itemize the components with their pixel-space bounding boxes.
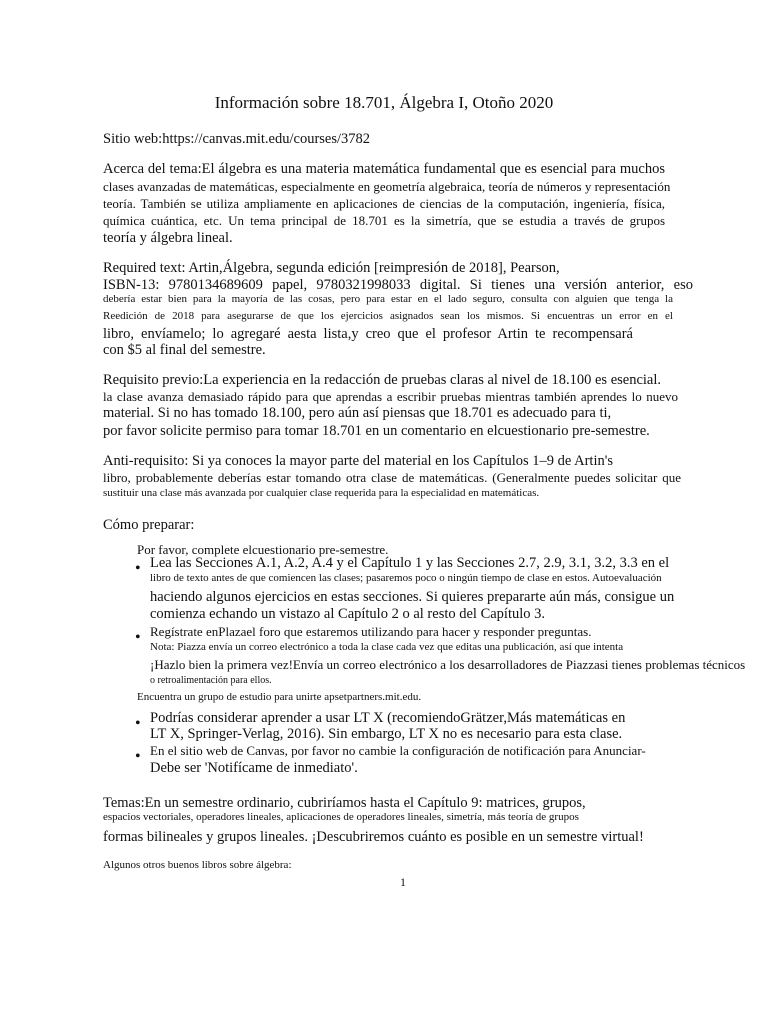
bullet-marker: •	[135, 629, 141, 646]
bullet3-line: LT X, Springer-Verlag, 2016). Sin embargo, LT X no es necesario para esta clase.	[150, 726, 623, 742]
required-line: con $5 al final del semestre.	[103, 342, 266, 358]
requisito-line: la clase avanza demasiado rápido para que aprendas a escribir pruebas mientras también aprendes lo nuevo	[103, 389, 678, 404]
acerca-line: química cuántica, etc. Un tema principal de 18.701 es la simetría, que se estudia a través de grupos	[103, 213, 665, 228]
acerca-line: clases avanzadas de matemáticas, especialmente en geometría algebraica, teoría de números y representación	[103, 179, 671, 194]
bullet4-line: En el sitio web de Canvas, por favor no cambie la configuración de notificación para Anunciar-	[150, 743, 646, 758]
preparar-heading: Cómo preparar:	[103, 517, 195, 533]
anti-line: libro, probablemente deberías estar tomando otra clase de matemáticas. (Generalmente puedes solicitar que	[103, 470, 681, 485]
bullet2-line: ¡Hazlo bien la primera vez!Envía un correo electrónico a los desarrolladores de Piazzasi tienes problemas técnicos	[150, 657, 746, 672]
bullet-marker: •	[135, 748, 141, 765]
website-link[interactable]: https://canvas.mit.edu/courses/3782	[162, 131, 371, 147]
preparar-intro: Por favor, complete elcuestionario pre-semestre.	[137, 542, 389, 557]
bullet1-line: comienza echando un vistazo al Capítulo 2 o al resto del Capítulo 3.	[150, 606, 546, 622]
bullet2-line: Regístrate enPlazael foro que estaremos utilizando para hacer y responder preguntas.	[150, 624, 592, 639]
acerca-line: teoría y álgebra lineal.	[103, 230, 233, 246]
required-line: libro, envíamelo; lo agregaré aesta lista,y creo que el profesor Artin te recompensará	[103, 326, 633, 342]
bullet1-line: libro de texto antes de que comiencen las clases; pasaremos poco o ningún tiempo de clase en estos. Autoevaluación	[150, 572, 662, 584]
bullet-marker: •	[135, 560, 141, 577]
bullet4-line: Debe ser 'Notifícame de inmediato'.	[150, 760, 358, 776]
required-line: Required text: Artin,Álgebra, segunda edición [reimpresión de 2018], Pearson,	[103, 260, 560, 276]
page-number: 1	[400, 875, 406, 889]
required-line: ISBN-13: 9780134689609 papel, 9780321998033 digital. Si tienes una versión anterior, eso	[103, 277, 693, 293]
temas-line: Temas:En un semestre ordinario, cubriríamos hasta el Capítulo 9: matrices, grupos,	[103, 795, 586, 811]
bullet3-line: Podrías considerar aprender a usar LT X (recomiendoGrätzer,Más matemáticas en	[150, 710, 626, 726]
requisito-line: por favor solicite permiso para tomar 18.701 en un comentario en elcuestionario pre-semestre.	[103, 423, 650, 439]
study-group-line: Encuentra un grupo de estudio para unirte apsetpartners.mit.edu.	[137, 691, 422, 703]
website-label: Sitio web:	[103, 131, 163, 147]
temas-line: espacios vectoriales, operadores lineales, aplicaciones de operadores lineales, simetría, más teoría de grupos	[103, 811, 579, 823]
bullet2-line: o retroalimentación para ellos.	[150, 675, 272, 686]
acerca-line: Acerca del tema:El álgebra es una materia matemática fundamental que es esencial para muchos	[103, 161, 665, 177]
page-title: Información sobre 18.701, Álgebra I, Otoño 2020	[214, 93, 554, 112]
bullet1-line: Lea las Secciones A.1, A.2, A.4 y el Capítulo 1 y las Secciones 2.7, 2.9, 3.1, 3.2, 3.3 en el	[150, 555, 670, 571]
bullet-marker: •	[135, 715, 141, 732]
bullet2-line: Nota: Piazza envía un correo electrónico a toda la clase cada vez que editas una publicación, así que intenta	[150, 641, 624, 653]
temas-line: formas bilineales y grupos lineales. ¡Descubriremos cuánto es posible en un semestre virtual!	[103, 829, 644, 845]
required-line: debería estar bien para la mayoría de las cosas, pero para estar en el lado seguro, consulta con alguien que tenga la	[103, 293, 673, 305]
required-line: Reedición de 2018 para asegurarse de que los ejercicios asignados sean los mismos. Si encuentras un error en el	[103, 310, 673, 322]
acerca-line: teoría. También se utiliza ampliamente en aplicaciones de ciencias de la computación, ingeniería, física,	[103, 196, 665, 211]
bullet1-line: haciendo algunos ejercicios en estas secciones. Si quieres prepararte aún más, consigue un	[150, 589, 675, 605]
requisito-line: material. Si no has tomado 18.100, pero aún así piensas que 18.701 es adecuado para ti,	[103, 405, 612, 421]
anti-line: sustituir una clase más avanzada por cualquier clase requerida para la especialidad en matemáticas.	[103, 487, 540, 499]
website-line	[103, 132, 370, 147]
anti-line: Anti-requisito: Si ya conoces la mayor parte del material en los Capítulos 1–9 de Artin's	[103, 453, 613, 469]
otros-libros-line: Algunos otros buenos libros sobre álgebra:	[103, 859, 292, 871]
requisito-line: Requisito previo:La experiencia en la redacción de pruebas claras al nivel de 18.100 es esencial.	[103, 372, 662, 388]
